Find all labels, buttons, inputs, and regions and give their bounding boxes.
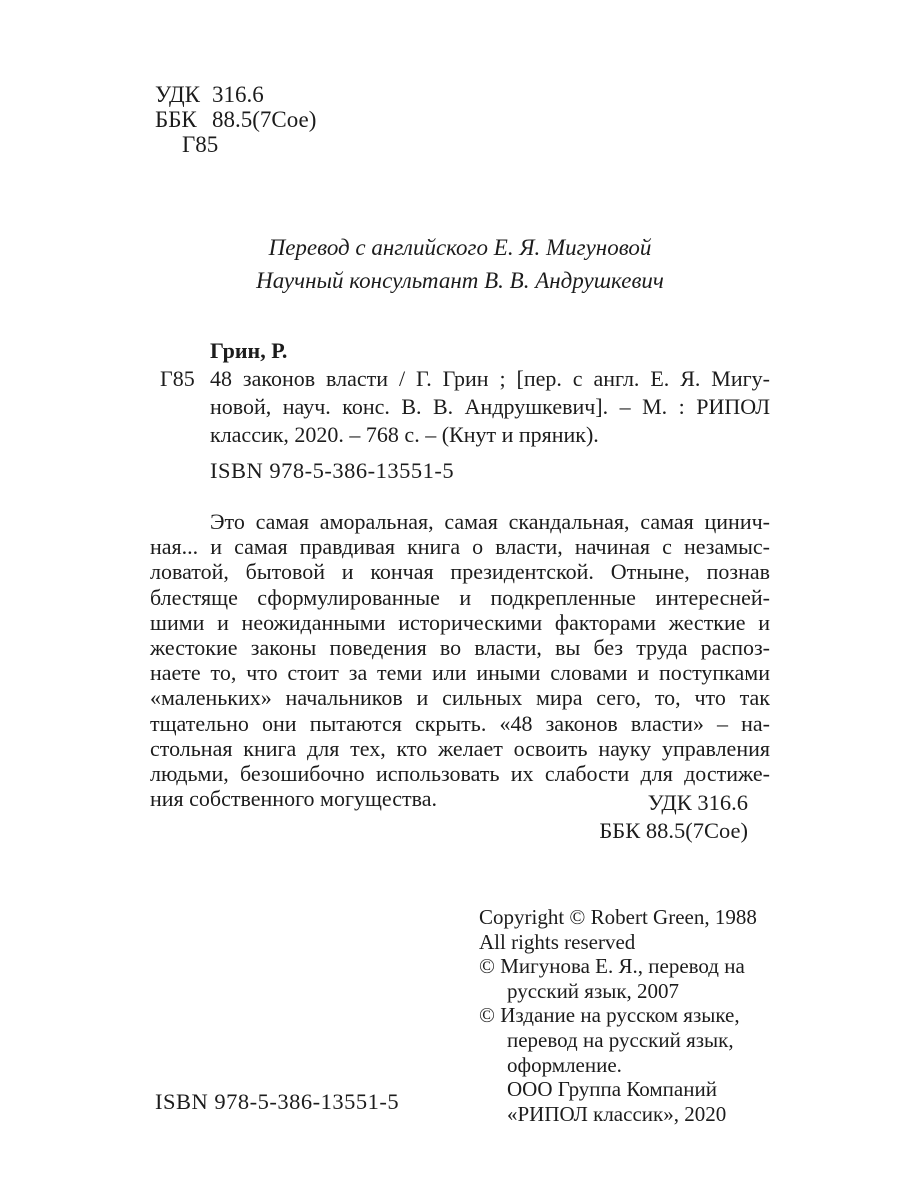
udk-code-row xyxy=(155,82,316,107)
udk-right: УДК 316.6 xyxy=(647,790,748,815)
annotation-line: тщательно они пытаются скрыть. «48 законов власти» – на- xyxy=(150,710,770,736)
annotation-line: наете то, что стоит за теми или иными словами и поступками xyxy=(150,660,770,686)
udk-value: 316.6 xyxy=(212,82,264,107)
top-cataloguing-codes xyxy=(155,82,316,157)
bbk-right: ББК 88.5(7Сое) xyxy=(599,818,748,843)
copyright-line: перевод на русский язык, xyxy=(507,1027,734,1052)
copyright-line: «РИПОЛ классик», 2020 xyxy=(507,1101,727,1126)
author-sign: Г85 xyxy=(182,132,219,157)
copyright-line: русский язык, 2007 xyxy=(507,978,680,1003)
consultant-line: Научный консультант В. В. Андрушкевич xyxy=(256,268,664,293)
isbn-bottom: ISBN 978-5-386-13551-5 xyxy=(155,1089,400,1114)
catalog-entry xyxy=(160,337,770,449)
codes-right-aligned xyxy=(150,789,748,845)
annotation-paragraph xyxy=(150,509,770,811)
annotation-line: Это самая аморальная, самая скандальная, самая цинич- xyxy=(210,509,770,534)
catalog-line: 48 законов власти / Г. Грин ; [пер. с англ. Е. Я. Мигу- xyxy=(210,366,770,391)
catalog-author: Грин, Р. xyxy=(210,338,288,363)
translator-note xyxy=(150,231,770,297)
annotation-line: блестяще сформулированные и подкрепленные интересней- xyxy=(150,584,770,610)
udk-label: УДК xyxy=(155,82,200,107)
catalog-line: классик, 2020. – 768 с. – (Кнут и пряник). xyxy=(210,422,599,447)
bbk-label: ББК xyxy=(155,107,197,132)
annotation-line: ния собственного могущества. xyxy=(150,786,437,812)
bbk-value: 88.5(7Сое) xyxy=(212,107,317,132)
translator-line: Перевод с английского Е. Я. Мигуновой xyxy=(268,235,652,260)
copyright-line: Copyright © Robert Green, 1988 xyxy=(479,905,757,929)
copyright-line: © Издание на русском языке, xyxy=(479,1003,740,1028)
copyright-line: © Мигунова Е. Я., перевод на xyxy=(479,954,745,979)
copyright-line: оформление. xyxy=(507,1052,622,1077)
annotation-line: ловатой, бытовой и кончая президентской. Отныне, познав xyxy=(150,559,770,585)
annotation-line: «маленьких» начальников и сильных мира сего, то, что так xyxy=(150,685,770,711)
copyright-line: All rights reserved xyxy=(479,929,636,954)
catalog-line: новой, науч. конс. В. В. Андрушкевич]. – М. : РИПОЛ xyxy=(210,394,770,419)
annotation-line: людьми, безошибочно использовать их слабости для достиже- xyxy=(150,761,770,787)
annotation-line: ная... и самая правдивая книга о власти, начиная с незамыс- xyxy=(150,534,770,560)
copyright-block xyxy=(479,905,757,1126)
annotation-line: стольная книга для тех, кто желает освоить науку управления xyxy=(150,735,770,761)
annotation-line: жестокие законы поведения во власти, вы без труда распоз- xyxy=(150,635,770,661)
copyright-line: ООО Группа Компаний xyxy=(507,1077,717,1102)
annotation-line: шими и неожиданными историческими факторами жесткие и xyxy=(150,609,770,635)
catalog-author-sign: Г85 xyxy=(160,366,195,391)
isbn-top: ISBN 978-5-386-13551-5 xyxy=(210,458,455,483)
bbk-code-row xyxy=(155,107,316,132)
